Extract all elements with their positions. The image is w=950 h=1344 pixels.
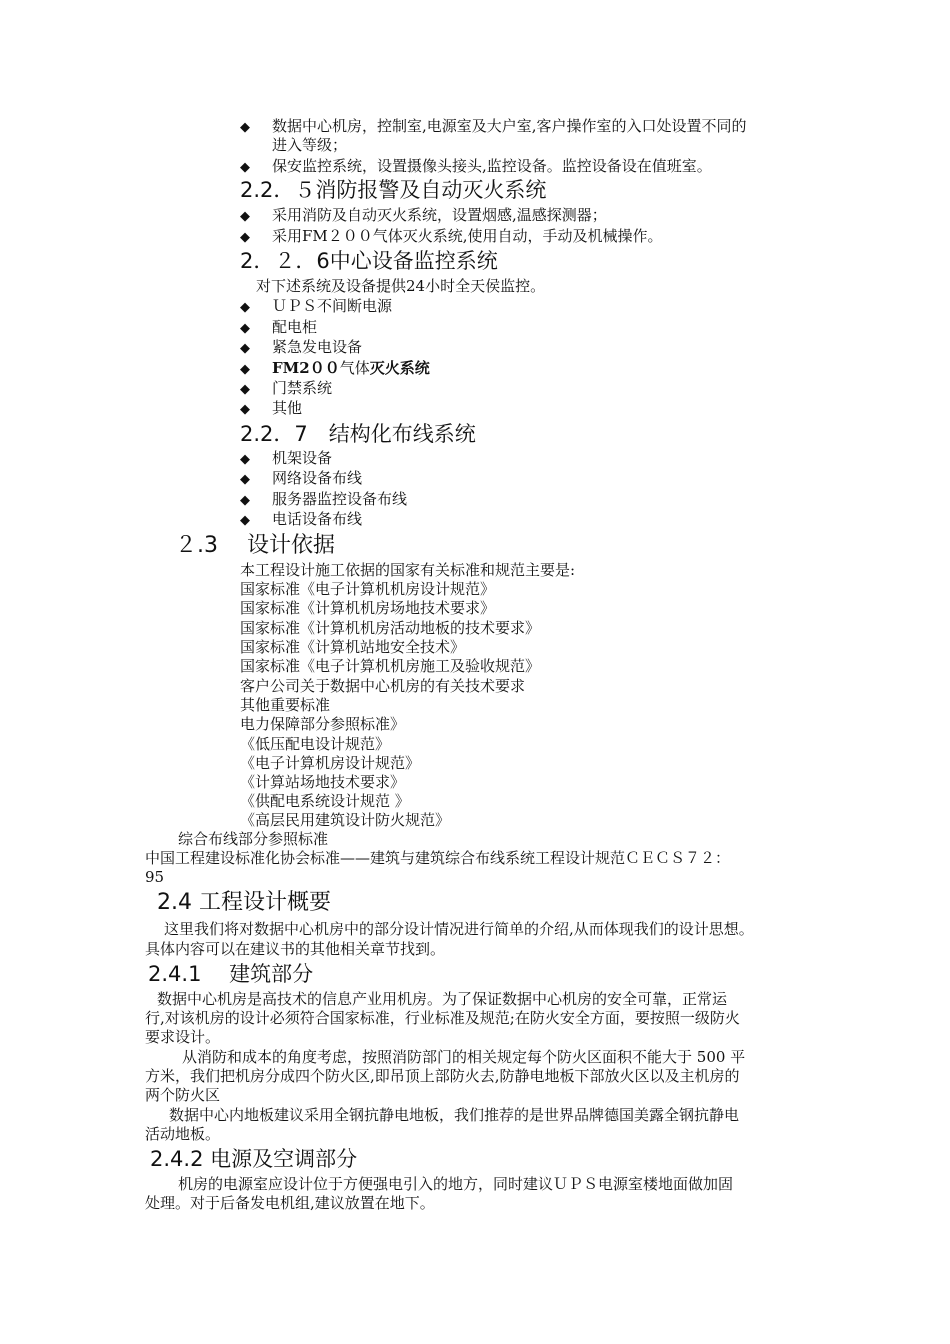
- section-intro: 对下述系统及设备提供24小时全天侯监控。: [256, 277, 546, 295]
- bullet-text: 采用消防及自动灭火系统，设置烟感,温感探测器；: [272, 206, 607, 224]
- bullet-text: 机架设备: [272, 449, 333, 467]
- bullet-icon: ◆: [240, 513, 250, 528]
- bullet-text: 气体: [339, 359, 370, 377]
- paragraph-line: 这里我们将对数据中心机房中的部分设计情况进行简单的介绍,从而体现我们的设计思想。: [164, 920, 754, 938]
- standard-item: 客户公司关于数据中心机房的有关技术要求: [240, 677, 526, 695]
- list-item: [240, 469, 362, 489]
- list-item: [240, 157, 712, 177]
- list-item: [240, 510, 362, 530]
- standard-item: 国家标准《计算机机房活动地板的技术要求》: [240, 619, 541, 637]
- bullet-text: 电话设备布线: [272, 510, 363, 528]
- standard-item: 中国工程建设标准化协会标准——建筑与建筑综合布线系统工程设计规范ＣＥＣＳ７２：: [145, 849, 731, 867]
- bullet-icon: ◆: [240, 120, 250, 135]
- section-heading-2-4: 2.4 工程设计概要: [157, 890, 331, 915]
- standard-item: 《供配电系统设计规范 》: [240, 792, 410, 810]
- bullet-text: 配电柜: [272, 318, 318, 336]
- bullet-text: 数据中心机房，控制室,电源室及大户室,客户操作室的入口处设置不同的: [272, 117, 747, 135]
- section-heading-2-4-2: 2.4.2 电源及空调部分: [150, 1147, 358, 1171]
- paragraph-line: 活动地板。: [145, 1125, 221, 1143]
- paragraph-line: 数据中心机房是高技术的信息产业用机房。为了保证数据中心机房的安全可靠，正常运: [157, 990, 728, 1008]
- bullet-text: 服务器监控设备布线: [272, 490, 408, 508]
- paragraph-line: 具体内容可以在建议书的其他相关章节找到。: [145, 940, 446, 958]
- bullet-text: 其他: [272, 399, 303, 417]
- list-item: [240, 359, 430, 379]
- list-item: [240, 117, 747, 137]
- bullet-icon: ◆: [240, 160, 250, 175]
- bullet-text: 采用FM２００气体灭火系统,使用自动，手动及机械操作。: [272, 227, 663, 245]
- section-heading-2-3: ２.3 设计依据: [175, 533, 335, 558]
- standard-item: 综合布线部分参照标准: [178, 830, 329, 848]
- standard-item: 《电子计算机房设计规范》: [240, 754, 421, 772]
- paragraph-line: 机房的电源室应设计位于方便强电引入的地方，同时建议ＵＰＳ电源室楼地面做加固: [178, 1175, 734, 1193]
- standard-item: 《高层民用建筑设计防火规范》: [240, 811, 451, 829]
- bullet-icon: ◆: [240, 452, 250, 467]
- list-item: [240, 206, 607, 226]
- list-item: [240, 338, 362, 358]
- list-item: [240, 490, 407, 510]
- list-item: [240, 318, 317, 338]
- bullet-icon: ◆: [240, 472, 250, 487]
- standard-item: 电力保障部分参照标准》: [240, 715, 406, 733]
- bullet-text-continuation: 进入等级；: [272, 136, 348, 154]
- list-item: [240, 379, 332, 399]
- bullet-icon: ◆: [240, 321, 250, 336]
- bullet-text-bold: FM2００: [272, 359, 340, 377]
- bullet-icon: ◆: [240, 382, 250, 397]
- bullet-text: 保安监控系统，设置摄像头接头,监控设备。监控设备设在值班室。: [272, 157, 712, 175]
- paragraph-line: 处理。对于后备发电机组,建议放置在地下。: [145, 1194, 435, 1212]
- paragraph-line: 要求设计。: [145, 1028, 221, 1046]
- bullet-icon: ◆: [240, 362, 250, 377]
- list-item: [240, 227, 663, 247]
- paragraph-line: 数据中心内地板建议采用全钢抗静电地板，我们推荐的是世界品牌德国美露全钢抗静电: [169, 1106, 740, 1124]
- section-heading-2-2-6: 2．２．6中心设备监控系统: [240, 249, 498, 273]
- standard-item: 国家标准《电子计算机机房施工及验收规范》: [240, 657, 541, 675]
- bullet-text: 紧急发电设备: [272, 338, 363, 356]
- standard-item: 国家标准《计算机站地安全技术》: [240, 638, 466, 656]
- section-heading-2-2-5: 2.2．５消防报警及自动灭火系统: [240, 178, 547, 202]
- paragraph-line: 从消防和成本的角度考虑，按照消防部门的相关规定每个防火区面积不能大于 500 平: [182, 1048, 746, 1066]
- list-item: [240, 449, 332, 469]
- section-heading-2-4-1: 2.4.1 建筑部分: [148, 962, 314, 986]
- standard-item: 国家标准《计算机机房场地技术要求》: [240, 599, 496, 617]
- bullet-icon: ◆: [240, 230, 250, 245]
- bullet-text: 网络设备布线: [272, 469, 363, 487]
- bullet-icon: ◆: [240, 493, 250, 508]
- bullet-text: ＵＰＳ不间断电源: [272, 297, 393, 315]
- paragraph-line: 两个防火区: [145, 1086, 221, 1104]
- bullet-text: 门禁系统: [272, 379, 333, 397]
- standard-item: 《低压配电设计规范》: [240, 735, 391, 753]
- standard-item: 国家标准《电子计算机机房设计规范》: [240, 580, 496, 598]
- bullet-icon: ◆: [240, 341, 250, 356]
- list-item: [240, 297, 392, 317]
- standard-item-continuation: 95: [145, 868, 165, 886]
- list-item: [240, 399, 302, 419]
- paragraph-line: 行,对该机房的设计必须符合国家标准，行业标准及规范;在防火安全方面，要按照一级防火: [145, 1009, 740, 1027]
- standard-item: 其他重要标准: [240, 696, 331, 714]
- bullet-icon: ◆: [240, 402, 250, 417]
- paragraph-line: 方米，我们把机房分成四个防火区,即吊顶上部防火去,防静电地板下部放火区以及主机房的: [145, 1067, 740, 1085]
- standard-item: 《计算站场地技术要求》: [240, 773, 406, 791]
- bullet-icon: ◆: [240, 300, 250, 315]
- body-line: 本工程设计施工依据的国家有关标准和规范主要是:: [240, 561, 576, 579]
- bullet-text-bold: 灭火系统: [369, 359, 430, 377]
- bullet-icon: ◆: [240, 209, 250, 224]
- section-heading-2-2-7: 2.2．7 结构化布线系统: [240, 422, 476, 446]
